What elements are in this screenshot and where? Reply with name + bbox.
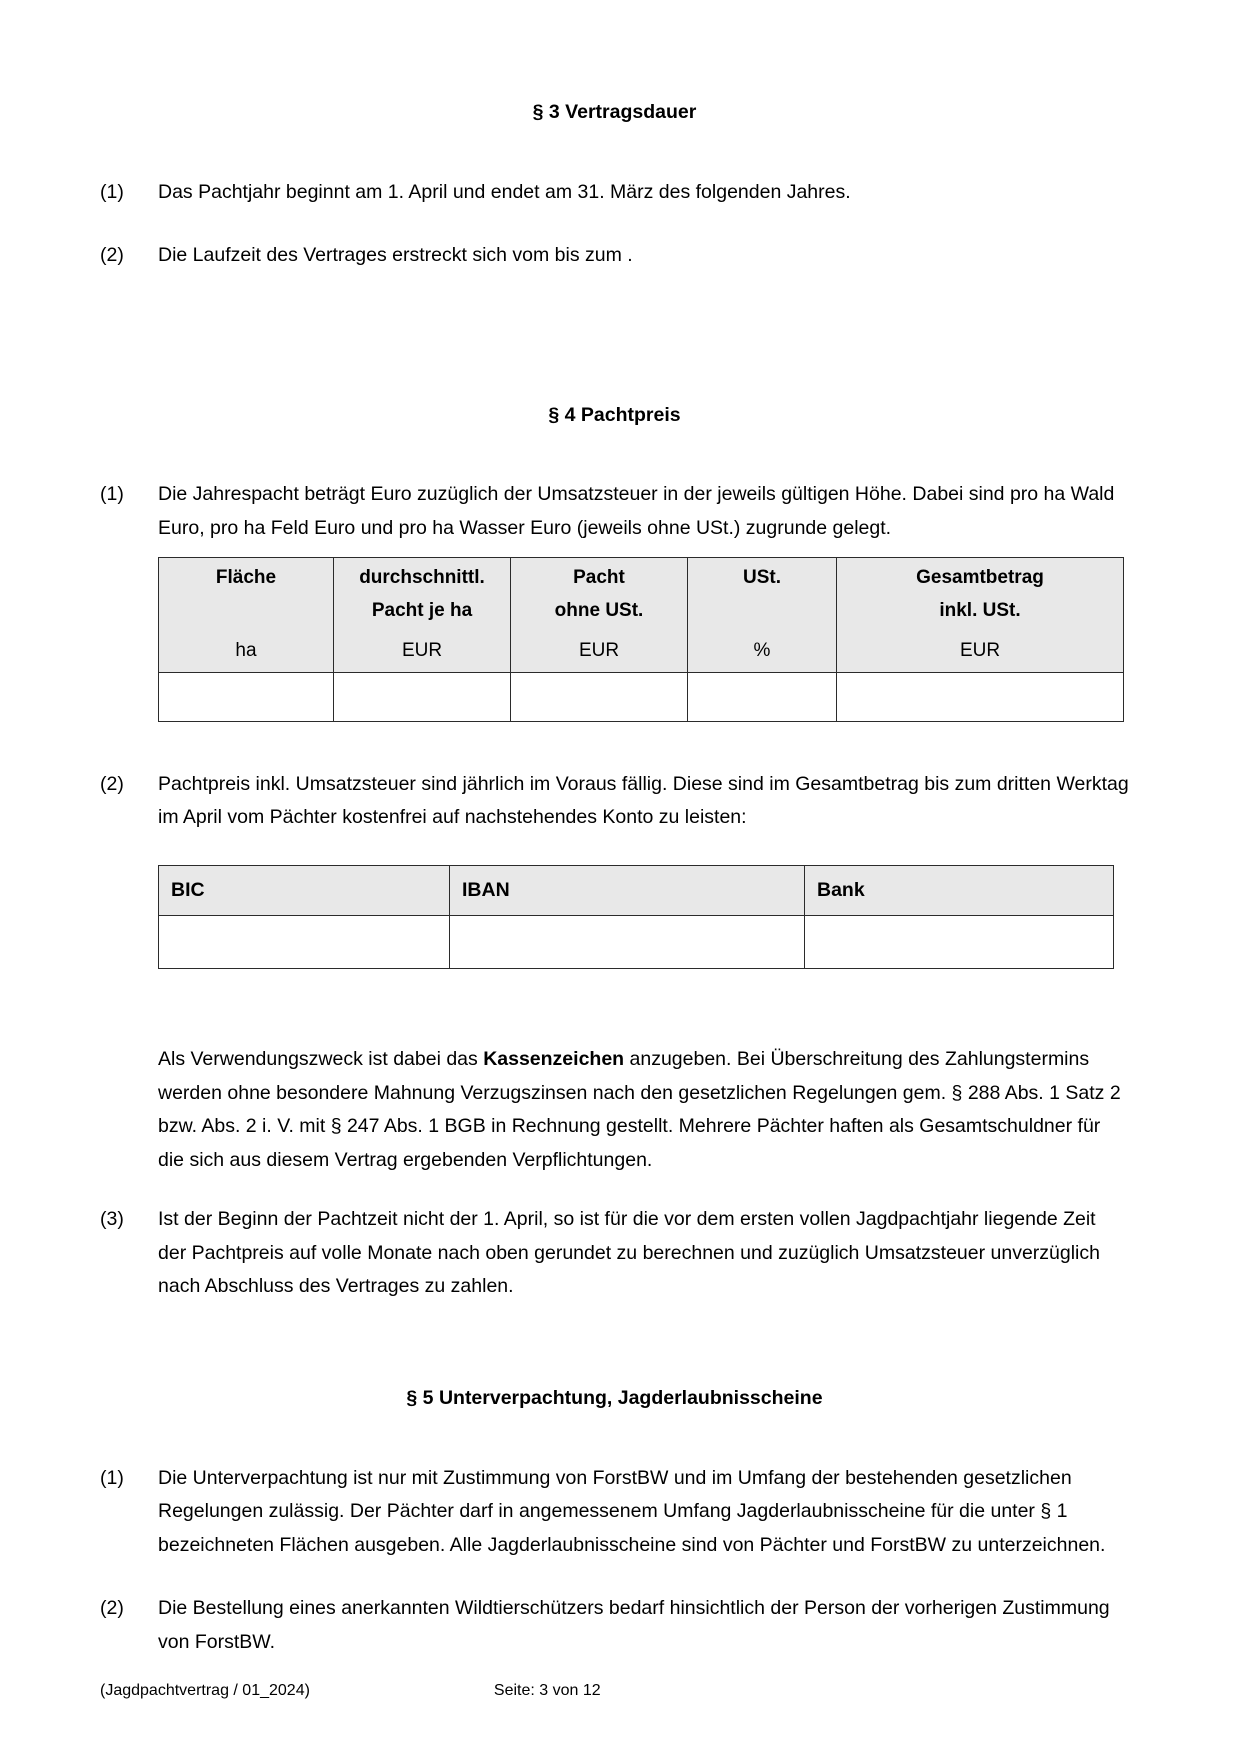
table-row-headers <box>159 865 1114 916</box>
table-row-units <box>159 631 1124 672</box>
clause-text: Das Pachtjahr beginnt am 1. April und endet am 31. März des folgenden Jahres. <box>158 180 851 203</box>
clause-5-1 <box>100 1462 1129 1563</box>
spacer <box>100 1566 1129 1592</box>
spacer <box>100 277 1129 373</box>
clause-number: (1) <box>100 1466 124 1489</box>
price-table-header-pacht-ohne-ust <box>511 558 688 632</box>
price-table-header-gesamtbetrag <box>837 558 1124 632</box>
spacer <box>100 1416 1129 1462</box>
price-table-header-flaeche <box>159 558 334 632</box>
page-footer <box>100 1682 1129 1700</box>
price-table <box>158 557 1124 632</box>
header-line-2: ohne USt. <box>554 599 644 621</box>
section-heading-3: § 3 Vertragsdauer <box>532 101 697 123</box>
table-row-headers <box>159 558 1124 632</box>
spacer <box>100 722 1129 768</box>
header-line-2: inkl. USt. <box>939 599 1021 621</box>
bank-table <box>158 865 1114 970</box>
clause-5-2 <box>100 1592 1129 1659</box>
clause-text: Pachtpreis inkl. Umsatzsteuer sind jährlich im Voraus fällig. Diese sind im Gesamtbetrag bis zum dritten Werktag im April vom Pächter kostenfrei auf nachstehendes Konto zu leisten: <box>158 772 1129 829</box>
spacer <box>100 373 1129 399</box>
price-value-durchschnittl[interactable] <box>334 672 511 721</box>
bank-value-bank[interactable] <box>805 916 1114 969</box>
footer-document-id: (Jagdpachtvertrag / 01_2024) <box>100 1682 310 1699</box>
clause-text: Die Bestellung eines anerkannten Wildtierschützers bedarf hinsichtlich der Person der vorherigen Zustimmung von ForstBW. <box>158 1597 1110 1653</box>
clause-number: (2) <box>100 1597 124 1620</box>
bank-header-bic: BIC <box>159 865 450 916</box>
footer-page-number: Seite: 3 von 12 <box>493 1682 601 1699</box>
clause-4-1 <box>100 478 1129 545</box>
spacer <box>100 432 1129 478</box>
clause-4-3 <box>100 1203 1129 1304</box>
clause-text: Ist der Beginn der Pachtzeit nicht der 1. April, so ist für die vor dem ersten vollen Jagdpachtjahr liegende Zeit der Pachtpreis auf volle Monate nach oben gerundet zu berechnen und zuzüglich Umsatzsteuer unverzüglich nach Abschluss des Vertrages zu zahlen. <box>158 1208 1100 1298</box>
bank-value-bic[interactable] <box>159 916 450 969</box>
clause-number: (1) <box>100 483 124 506</box>
clause-text: Die Jahrespacht beträgt Euro zuzüglich der Umsatzsteuer in der jeweils gültigen Höhe. Dabei sind pro ha Wald Euro, pro ha Feld Euro und pro ha Wasser Euro (jeweils ohne USt.) zugrunde gelegt. <box>158 483 1115 539</box>
header-line-1: USt. <box>743 567 781 589</box>
spacer <box>100 213 1129 239</box>
clause-3-2 <box>100 239 1129 273</box>
clause-text: Die Unterverpachtung ist nur mit Zustimmung von ForstBW und im Umfang der bestehenden gesetzlichen Regelungen zulässig. Der Pächter darf in angemessenem Umfang Jagderlaubnisscheine für die unter § 1 bezeichneten Flächen ausgeben. Alle Jagderlaubnisscheine sind von Pächter und ForstBW zu unterzeichnen. <box>158 1466 1106 1556</box>
header-line-1: durchschnittl. <box>359 567 485 589</box>
price-value-gesamtbetrag[interactable] <box>837 672 1124 721</box>
clause-text: Die Laufzeit des Vertrages erstreckt sich vom bis zum . <box>158 244 633 267</box>
kassenzeichen-bold: Kassenzeichen <box>483 1048 625 1071</box>
section-heading-4: § 4 Pachtpreis <box>548 403 681 426</box>
clause-number: (2) <box>100 244 124 267</box>
spacer <box>100 1177 1129 1203</box>
verwendungszweck-paragraph <box>158 1043 1129 1177</box>
price-unit-ust: % <box>688 631 837 672</box>
header-line-2: Pacht je ha <box>371 599 473 621</box>
price-value-ust[interactable] <box>688 672 837 721</box>
clause-3-1 <box>100 176 1129 210</box>
clause-number: (1) <box>100 180 124 203</box>
price-table-units <box>158 631 1124 722</box>
bank-value-iban[interactable] <box>450 916 805 969</box>
spacer <box>100 1308 1129 1382</box>
price-table-header-ust <box>688 558 837 632</box>
header-line-1: Fläche <box>215 567 277 589</box>
header-line-1: Pacht <box>573 567 625 589</box>
price-value-pacht[interactable] <box>511 672 688 721</box>
price-unit-pacht: EUR <box>511 631 688 672</box>
price-value-flaeche[interactable] <box>159 672 334 721</box>
table-row-values <box>159 916 1114 969</box>
clause-number: (3) <box>100 1208 124 1231</box>
section-heading-5: § 5 Unterverpachtung, Jagderlaubnisscheine <box>406 1387 823 1410</box>
price-table-header-durchschnittl-pacht <box>334 558 511 632</box>
header-line-1: Gesamtbetrag <box>916 567 1044 589</box>
spacer <box>100 130 1129 176</box>
price-unit-gesamtbetrag: EUR <box>837 631 1124 672</box>
table-row-values <box>159 672 1124 721</box>
spacer <box>100 969 1129 1043</box>
clause-number: (2) <box>100 772 124 795</box>
bank-header-iban: IBAN <box>450 865 805 916</box>
document-body <box>100 96 1129 1659</box>
bank-header-bank: Bank <box>805 865 1114 916</box>
price-unit-durchschnittl: EUR <box>334 631 511 672</box>
clause-4-2 <box>100 768 1129 835</box>
verwendungszweck-part-1: Als Verwendungszweck ist dabei das <box>158 1048 484 1071</box>
verwendungszweck-part-2: anzugeben. Bei Überschreitung des Zahlungstermins werden ohne besondere Mahnung Verzugszinsen nach den gesetzlichen Regelungen gem. § 288 Abs. 1 Satz 2 bzw. Abs. 2 i. V. mit § 247 Abs. 1 BGB in Rechnung gestellt. Mehrere Pächter haften als Gesamtschuldner für die sich aus diesem Vertrag ergebenden Verpflichtungen. <box>158 1048 1121 1171</box>
price-unit-flaeche: ha <box>159 631 334 672</box>
